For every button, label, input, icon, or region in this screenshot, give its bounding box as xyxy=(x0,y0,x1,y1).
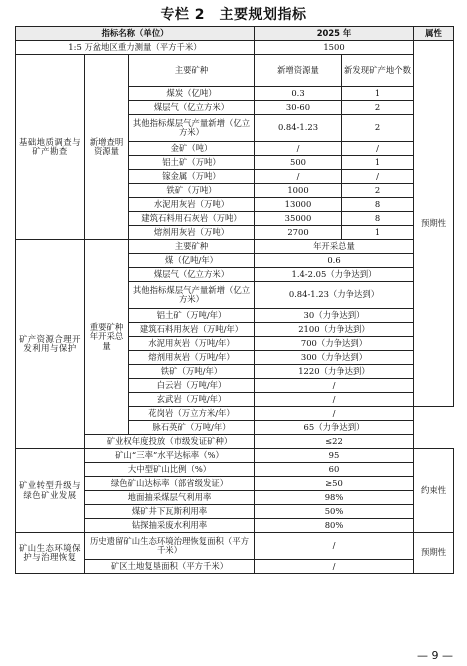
mineral-cell: 水泥用灰岩（万吨） xyxy=(129,198,255,212)
value-cell: 2 xyxy=(342,101,414,115)
category-cell: 基础地质调查与矿产勘查 xyxy=(16,55,85,240)
header-attribute: 属性 xyxy=(414,27,454,41)
header-indicator-name: 指标名称（单位） xyxy=(16,27,255,41)
value-cell: 0.84-1.23 xyxy=(255,115,342,142)
value-cell: 1 xyxy=(342,226,414,240)
value-cell: 35000 xyxy=(255,212,342,226)
value-cell: 13000 xyxy=(255,198,342,212)
row-label: 钻探抽采废水利用率 xyxy=(85,519,255,533)
mineral-cell: 铝土矿（万吨） xyxy=(129,156,255,170)
value-cell: 2 xyxy=(342,184,414,198)
value-cell: 8 xyxy=(342,198,414,212)
value-cell: 2 xyxy=(342,115,414,142)
value-cell: ≥50 xyxy=(255,477,414,491)
row-label: 地面抽采煤层气利用率 xyxy=(85,491,255,505)
value-cell: 30-60 xyxy=(255,101,342,115)
value-cell: 0.6 xyxy=(255,254,414,268)
row-label: 矿业权年度投放（市级发证矿种） xyxy=(85,435,255,449)
value-cell: 700（力争达到） xyxy=(255,337,414,351)
mineral-cell: 水泥用灰岩（万吨/年） xyxy=(129,337,255,351)
value-cell: 60 xyxy=(255,463,414,477)
table-row xyxy=(16,240,454,254)
value-cell: 1220（力争达到） xyxy=(255,365,414,379)
value-cell: / xyxy=(255,142,342,156)
table-row xyxy=(16,55,454,87)
table-row xyxy=(16,449,454,463)
value-cell: 80% xyxy=(255,519,414,533)
value-cell: / xyxy=(255,393,414,407)
value-cell: 2700 xyxy=(255,226,342,240)
value-cell: 98% xyxy=(255,491,414,505)
row-label: 大中型矿山比例（%） xyxy=(85,463,255,477)
mineral-cell: 建筑石料用石灰岩（万吨） xyxy=(129,212,255,226)
page-title: 专栏 2 主要规划指标 xyxy=(160,7,307,23)
value-cell: / xyxy=(342,142,414,156)
value-cell: / xyxy=(255,170,342,184)
value-cell: / xyxy=(255,560,414,574)
header-year: 2025 年 xyxy=(255,27,414,41)
indicator-table xyxy=(15,26,454,574)
mineral-cell: 铁矿（万吨） xyxy=(129,184,255,198)
table-row xyxy=(16,533,454,560)
column-header: 新发现矿产地个数 xyxy=(342,55,414,87)
subcategory-cell: 新增查明资源量 xyxy=(85,55,129,240)
value-cell: 300（力争达到） xyxy=(255,351,414,365)
value-cell: 1000 xyxy=(255,184,342,198)
mineral-cell: 铝土矿（万吨/年） xyxy=(129,309,255,323)
value-cell: 2100（力争达到） xyxy=(255,323,414,337)
value-cell: 65（力争达到） xyxy=(255,421,414,435)
mineral-cell: 铁矿（万吨/年） xyxy=(129,365,255,379)
mineral-cell: 熔剂用灰岩（万吨/年） xyxy=(129,351,255,365)
attribute-cell: 约束性 xyxy=(414,449,454,533)
mineral-cell: 花岗岩（万立方米/年） xyxy=(129,407,255,421)
row-label: 矿山“三率”水平达标率（%） xyxy=(85,449,255,463)
value-cell: 1 xyxy=(342,156,414,170)
value-cell: 500 xyxy=(255,156,342,170)
mineral-cell: 其他指标煤层气产量新增（亿立方米） xyxy=(129,115,255,142)
category-cell: 矿产资源合理开发利用与保护 xyxy=(16,240,85,449)
mineral-cell: 煤层气（亿立方米） xyxy=(129,268,255,282)
attribute-cell: 预期性 xyxy=(414,533,454,574)
value-cell: 50% xyxy=(255,505,414,519)
value-cell: 95 xyxy=(255,449,414,463)
table-row xyxy=(16,41,454,55)
column-header: 年开采总量 xyxy=(255,240,414,254)
mineral-cell: 玄武岩（万吨/年） xyxy=(129,393,255,407)
mineral-cell: 其他指标煤层气产量新增（亿立方米） xyxy=(129,282,255,309)
mineral-cell: 镓金属（万吨） xyxy=(129,170,255,184)
value-cell: ≤22 xyxy=(255,435,414,449)
column-header: 主要矿种 xyxy=(129,240,255,254)
row-value: 1500 xyxy=(255,41,414,55)
value-cell: / xyxy=(255,533,414,560)
value-cell: 0.3 xyxy=(255,87,342,101)
mineral-cell: 金矿（吨） xyxy=(129,142,255,156)
mineral-cell: 煤层气（亿立方米） xyxy=(129,101,255,115)
row-label: 1:5 万盆地区重力测量（平方千米） xyxy=(16,41,255,55)
row-label: 历史遗留矿山生态环境治理恢复面积（平方千米） xyxy=(85,533,255,560)
column-header: 新增资源量 xyxy=(255,55,342,87)
attribute-cell: 预期性 xyxy=(414,41,454,407)
mineral-cell: 煤（亿吨/年） xyxy=(129,254,255,268)
row-label: 煤矿井下瓦斯利用率 xyxy=(85,505,255,519)
value-cell: 1.4-2.05（力争达到） xyxy=(255,268,414,282)
value-cell: 0.84-1.23（力争达到） xyxy=(255,282,414,309)
subcategory-cell: 重要矿种年开采总量 xyxy=(85,240,129,435)
mineral-cell: 建筑石料用灰岩（万吨/年） xyxy=(129,323,255,337)
mineral-cell: 白云岩（万吨/年） xyxy=(129,379,255,393)
category-cell: 矿业转型升级与绿色矿业发展 xyxy=(16,449,85,533)
mineral-cell: 脉石英矿（万吨/年） xyxy=(129,421,255,435)
row-label: 绿色矿山达标率（部省级发证） xyxy=(85,477,255,491)
value-cell: 1 xyxy=(342,87,414,101)
page-number: — 9 — xyxy=(417,649,453,662)
mineral-cell: 煤炭（亿吨） xyxy=(129,87,255,101)
category-cell: 矿山生态环境保护与治理恢复 xyxy=(16,533,85,574)
row-label: 矿区土地复垦面积（平方千米） xyxy=(85,560,255,574)
value-cell: 8 xyxy=(342,212,414,226)
value-cell: / xyxy=(255,379,414,393)
mineral-cell: 熔剂用灰岩（万吨） xyxy=(129,226,255,240)
value-cell: / xyxy=(342,170,414,184)
value-cell: / xyxy=(255,407,414,421)
column-header: 主要矿种 xyxy=(129,55,255,87)
table-header-row xyxy=(16,27,454,41)
value-cell: 30（力争达到） xyxy=(255,309,414,323)
